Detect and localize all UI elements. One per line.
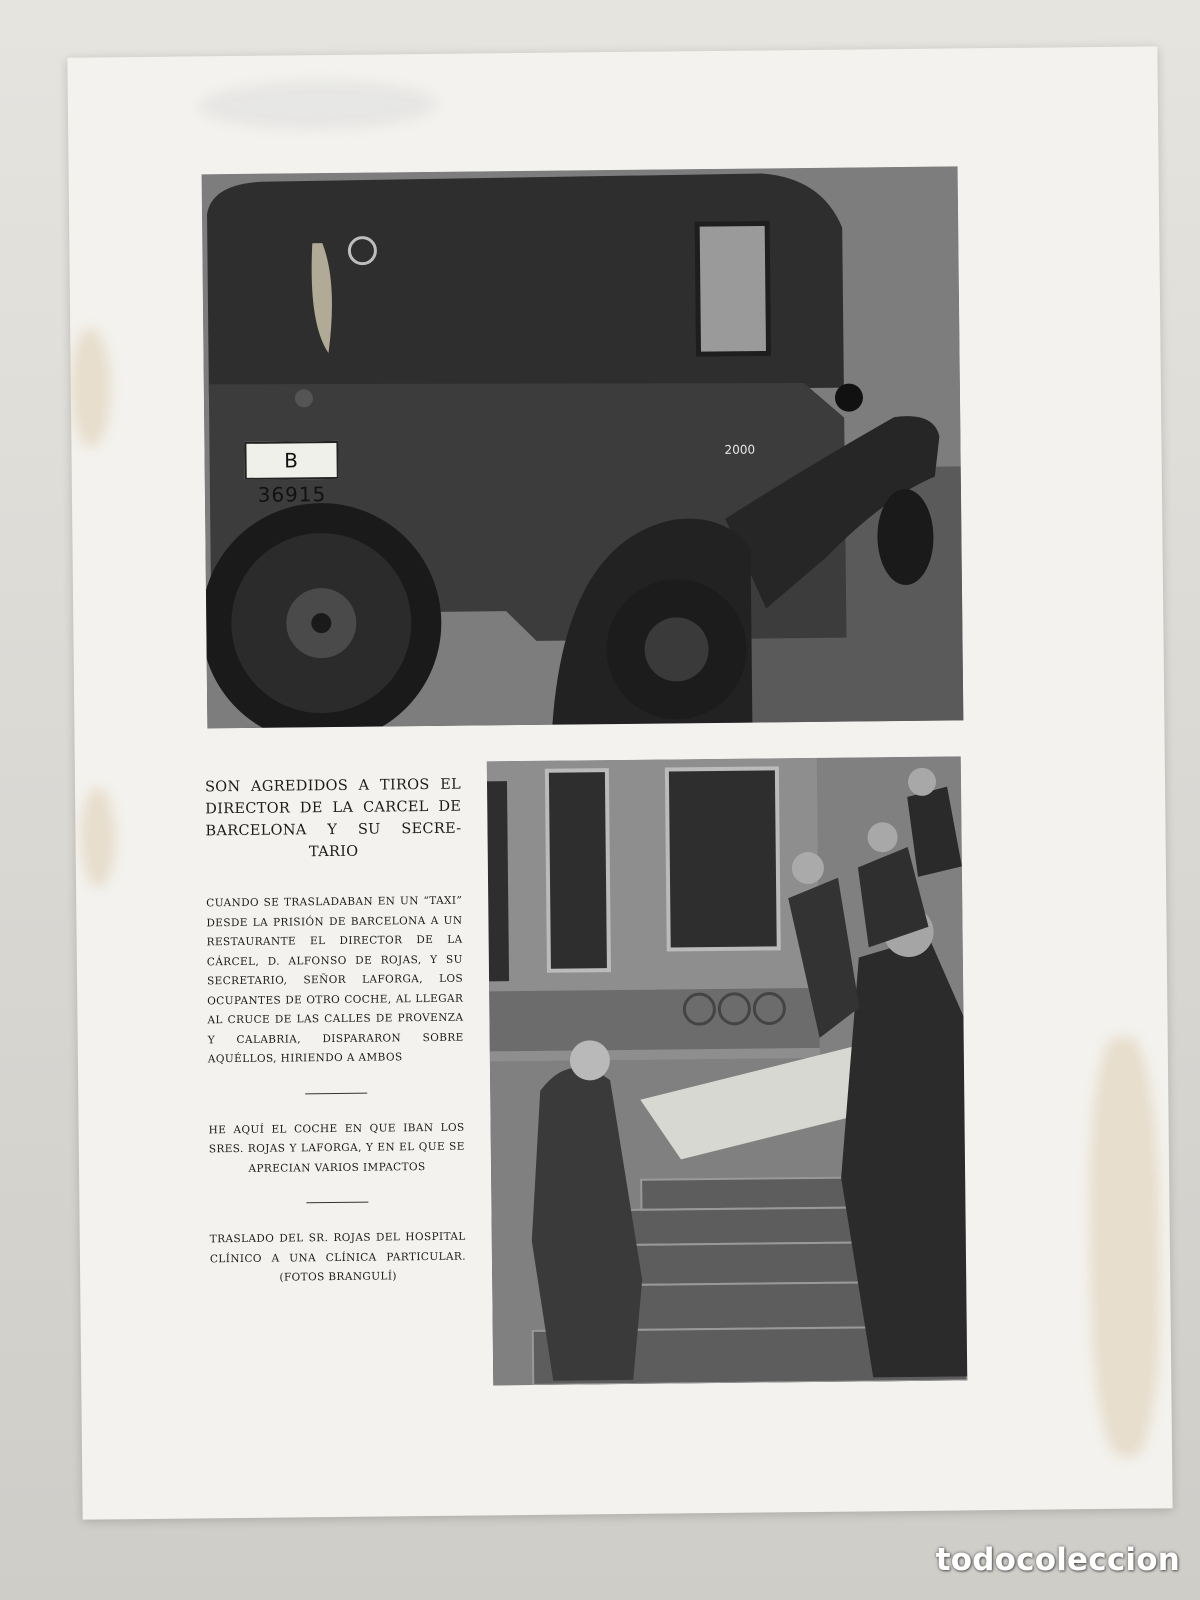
- stretcher-illustration: [487, 756, 968, 1385]
- taxi-photo: [202, 166, 964, 728]
- divider-rule: [306, 1202, 368, 1204]
- license-plate: B 36915: [244, 441, 338, 480]
- binding-tear: [80, 787, 116, 887]
- caption-column: [205, 774, 466, 1289]
- story-text: CUANDO SE TRASLADABAN EN UN “TAXI” DESDE LA PRISIÓN DE BARCELONA A UN RESTAURANTE EL DIRECTOR DE LA CÁRCEL, D. ALFONSO DE ROJAS, Y SU SECRETARIO, SEÑOR LAFORGA, LOS OCUPANTES DE OTRO COCHE, AL LLEGAR AL CRUCE DE LAS CALLES DE PROVENZA Y CALABRIA, DISPARARON SOBRE AQUÉLLOS, HIRIENDO A AMBOS: [206, 894, 464, 1066]
- binding-tear: [70, 327, 111, 447]
- car-photo-caption: HE AQUÍ EL COCHE EN QUE IBAN LOS SRES. ROJAS Y LAFORGA, Y EN EL QUE SE APRECIAN VARIOS IMPACTOS: [208, 1121, 465, 1175]
- watermark-logo: todocoleccion: [935, 1542, 1180, 1578]
- transfer-photo-caption: TRASLADO DEL SR. ROJAS DEL HOSPITAL CLÍNICO A UNA CLÍNICA PARTICULAR. (FOTOS BRANGULÍ): [209, 1230, 467, 1284]
- cab-number: 2000: [724, 442, 756, 457]
- paper-wear: [198, 79, 439, 132]
- magazine-page: [67, 46, 1172, 1519]
- stretcher-photo: [487, 756, 968, 1385]
- headline: SON AGREDIDOS A TIROS EL DIRECTOR DE LA CARCEL DE BARCELONA Y SU SECRE-TARIO: [204, 776, 462, 861]
- water-stain: [1088, 1036, 1162, 1457]
- divider-rule: [305, 1092, 367, 1094]
